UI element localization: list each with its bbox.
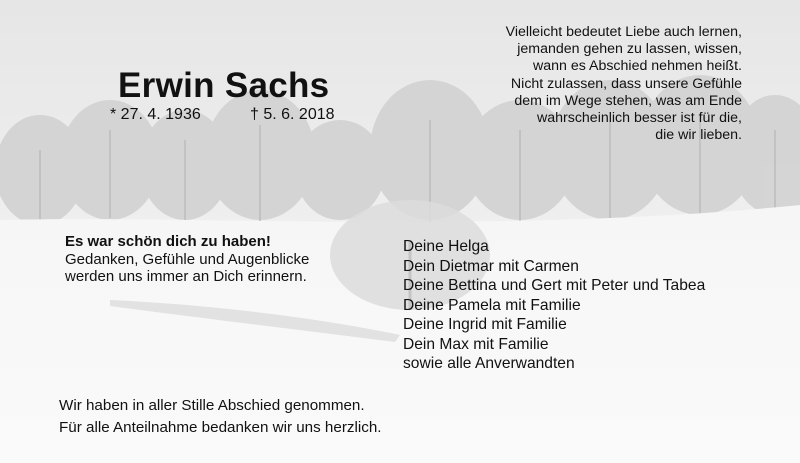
poem-line: Nicht zulassen, dass unsere Gefühle <box>510 75 742 92</box>
death-date: † 5. 6. 2018 <box>250 106 335 123</box>
poem-line: dem im Wege stehen, was am Ende <box>514 92 742 109</box>
mourner-entry: Deine Ingrid mit Familie <box>403 316 567 333</box>
poem-line: wahrscheinlich besser ist für die, <box>536 110 742 127</box>
poem-line: wann es Abschied nehmen heißt. <box>532 58 742 75</box>
farewell-headline: Es war schön dich zu haben! <box>65 233 271 250</box>
poem-line: die wir lieben. <box>655 127 742 144</box>
mourner-entry: Dein Max mit Familie <box>403 335 549 353</box>
closing-line: Wir haben in aller Stille Abschied genommen. <box>59 397 365 414</box>
farewell-line: Gedanken, Gefühle und Augenblicke <box>65 250 310 268</box>
mourner-entry: Deine Helga <box>403 238 489 255</box>
farewell-line: werden uns immer an Dich erinnern. <box>65 268 307 285</box>
closing-text <box>59 395 382 439</box>
poem-line: jemanden gehen zu lassen, wissen, <box>517 41 742 58</box>
mourners-list <box>403 237 705 374</box>
farewell-message <box>65 233 309 286</box>
poem-quote <box>412 24 742 144</box>
mourner-entry: sowie alle Anverwandten <box>403 355 575 372</box>
mourner-entry: Deine Bettina und Gert mit Peter und Tabea <box>403 277 706 294</box>
mourner-entry: Dein Dietmar mit Carmen <box>403 257 579 275</box>
poem-line: Vielleicht bedeutet Liebe auch lernen, <box>505 24 742 40</box>
mourner-entry: Deine Pamela mit Familie <box>403 296 581 314</box>
deceased-name: Erwin Sachs <box>118 66 330 105</box>
closing-line: Für alle Anteilnahme bedanken wir uns herzlich. <box>59 419 382 436</box>
birth-date: * 27. 4. 1936 <box>110 106 201 123</box>
